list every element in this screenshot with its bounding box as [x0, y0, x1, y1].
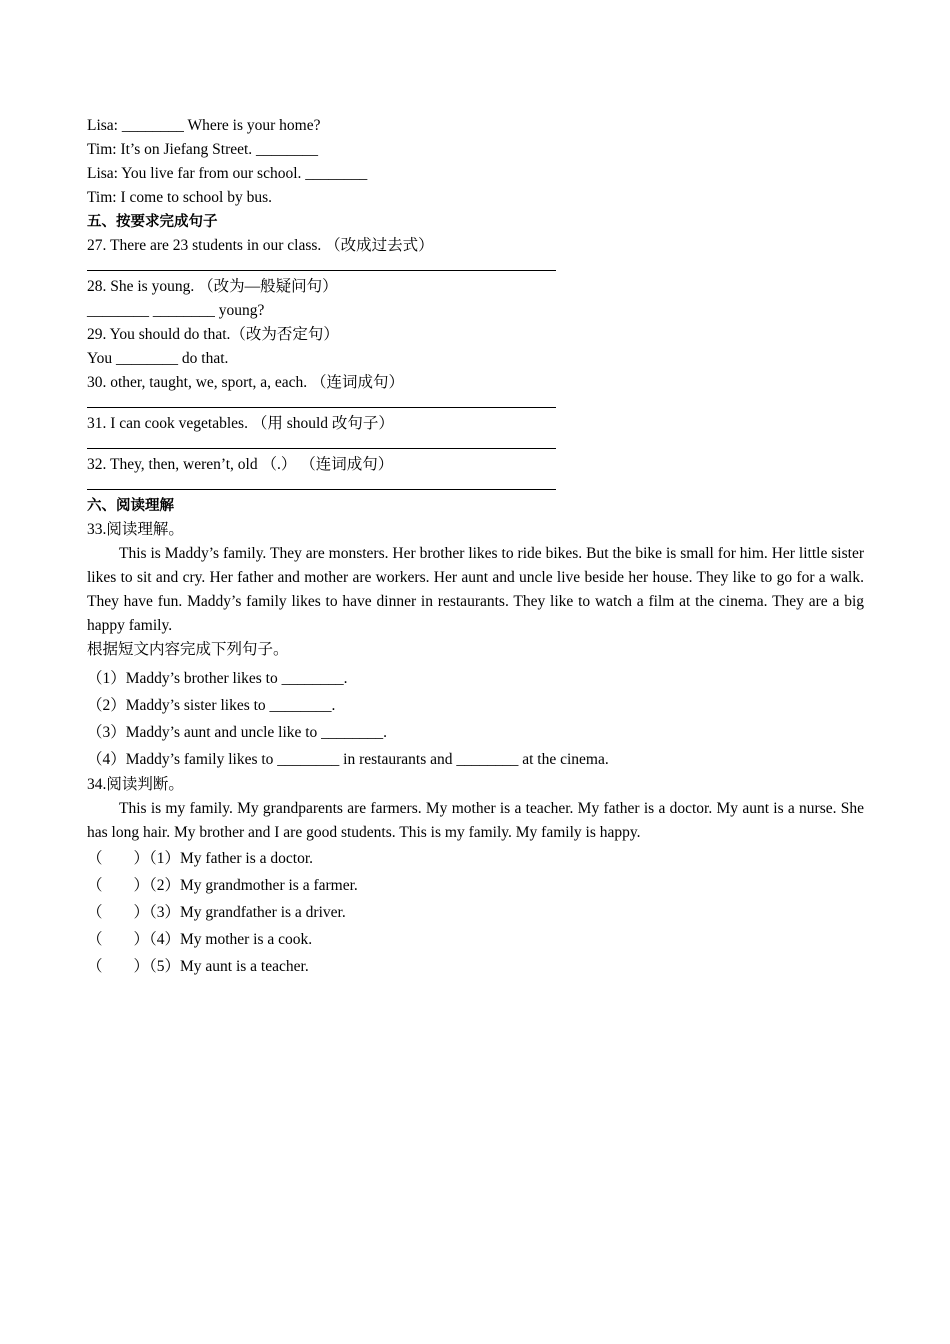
question-33-instruction: 根据短文内容完成下列句子。	[87, 641, 289, 658]
question-34-item[interactable]: （ ）（5）My aunt is a teacher.	[87, 958, 309, 975]
question-29: 29. You should do that.（改为否定句）	[87, 326, 339, 343]
question-31: 31. I can cook vegetables. （用 should 改句子）	[87, 415, 394, 432]
question-34-item[interactable]: （ ）（1）My father is a doctor.	[87, 850, 314, 867]
question-34-item[interactable]: （ ）（3）My grandfather is a driver.	[87, 904, 346, 921]
dialogue-line: Tim: I come to school by bus.	[87, 189, 273, 206]
question-33-item[interactable]: （4）Maddy’s family likes to ________ in restaurants and ________ at the cinema.	[87, 751, 609, 768]
question-34-item[interactable]: （ ）（2）My grandmother is a farmer.	[87, 877, 358, 894]
question-33-item[interactable]: （1）Maddy’s brother likes to ________.	[87, 670, 348, 687]
dialogue-block	[87, 114, 864, 210]
question-30: 30. other, taught, we, sport, a, each. （连词成句）	[87, 374, 405, 391]
answer-28[interactable]: ________ ________ young?	[87, 302, 265, 319]
question-33-item[interactable]: （3）Maddy’s aunt and uncle like to ________.	[87, 724, 388, 741]
question-34-passage: This is my family. My grandparents are farmers. My mother is a teacher. My father is a doctor. My aunt is a nurse. She has long hair. My brother and I are good students. This is my family. My family is happy.	[87, 800, 864, 841]
question-33-passage: This is Maddy’s family. They are monsters. Her brother likes to ride bikes. But the bike is small for him. Her little sister likes to sit and cry. Her father and mother are workers. Her aunt and uncle live beside her house. They like to go for a walk. They have fun. Maddy’s family likes to have dinner in restaurants. They like to watch a film at the cinema. They are a big happy family.	[87, 545, 864, 634]
question-33-title: 33.阅读理解。	[87, 521, 184, 538]
section-6-heading: 六、阅读理解	[87, 498, 174, 514]
dialogue-line: Lisa: You live far from our school. ________	[87, 165, 368, 182]
dialogue-line: Tim: It’s on Jiefang Street. ________	[87, 141, 319, 158]
section-5-heading: 五、按要求完成句子	[87, 214, 218, 230]
question-34-title: 34.阅读判断。	[87, 776, 184, 793]
question-28: 28. She is young. （改为—般疑问句）	[87, 278, 338, 295]
answer-line-27[interactable]	[87, 258, 556, 271]
answer-line-32[interactable]	[87, 477, 556, 490]
answer-line-31[interactable]	[87, 436, 556, 449]
dialogue-line: Lisa: ________ Where is your home?	[87, 117, 321, 134]
worksheet-page	[87, 114, 864, 980]
question-33-item[interactable]: （2）Maddy’s sister likes to ________.	[87, 697, 336, 714]
question-32: 32. They, then, weren’t, old （.） （连词成句）	[87, 456, 394, 473]
answer-line-30[interactable]	[87, 395, 556, 408]
question-34-item[interactable]: （ ）（4）My mother is a cook.	[87, 931, 313, 948]
question-27: 27. There are 23 students in our class. （改成过去式）	[87, 237, 434, 254]
answer-29[interactable]: You ________ do that.	[87, 350, 229, 367]
